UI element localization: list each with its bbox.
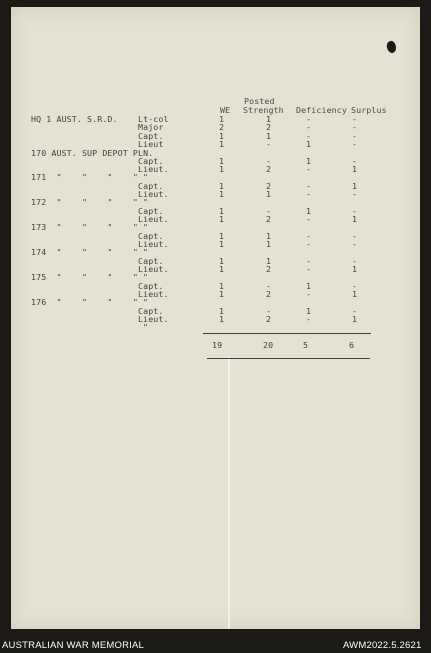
- rank-cell: Capt.: [138, 306, 164, 316]
- header-posted: Posted: [244, 96, 275, 106]
- deficiency-cell: 1: [306, 206, 312, 216]
- unit-name: HQ 1 AUST. S.R.D.: [31, 114, 118, 124]
- ditto-mark: ": [143, 197, 149, 207]
- strength-cell: -: [266, 306, 272, 316]
- rank-cell: Capt.: [138, 281, 164, 291]
- we-cell: 1: [219, 239, 225, 249]
- strength-cell: 2: [266, 164, 272, 174]
- total-strength: 20: [263, 340, 274, 350]
- rank-cell: Lieut.: [138, 239, 169, 249]
- rank-cell: Capt.: [138, 231, 164, 241]
- deficiency-cell: -: [306, 314, 312, 324]
- rank-cell: Lieut.: [138, 189, 169, 199]
- deficiency-cell: -: [306, 289, 312, 299]
- deficiency-cell: -: [306, 114, 312, 124]
- we-cell: 1: [219, 281, 225, 291]
- deficiency-cell: -: [306, 122, 312, 132]
- strength-cell: 1: [266, 256, 272, 266]
- deficiency-cell: 1: [306, 306, 312, 316]
- strength-cell: 1: [266, 189, 272, 199]
- surplus-cell: -: [352, 156, 358, 166]
- surplus-cell: -: [352, 189, 358, 199]
- deficiency-cell: -: [306, 231, 312, 241]
- total-deficiency: 5: [303, 340, 309, 350]
- unit-name: 172 " " " ": [31, 197, 138, 207]
- strength-cell: 2: [266, 264, 272, 274]
- surplus-cell: -: [352, 306, 358, 316]
- ditto-mark: ": [143, 322, 149, 332]
- deficiency-cell: 1: [306, 281, 312, 291]
- we-cell: 1: [219, 314, 225, 324]
- unit-name: 171 " " " ": [31, 172, 138, 182]
- strength-cell: -: [266, 156, 272, 166]
- surplus-cell: -: [352, 256, 358, 266]
- deficiency-cell: -: [306, 181, 312, 191]
- strength-cell: -: [266, 281, 272, 291]
- header-deficiency: Deficiency: [296, 105, 347, 115]
- deficiency-cell: -: [306, 189, 312, 199]
- rank-cell: Lieut.: [138, 164, 169, 174]
- surplus-cell: -: [352, 114, 358, 124]
- unit-name: 173 " " " ": [31, 222, 138, 232]
- strength-cell: 2: [266, 122, 272, 132]
- strength-cell: 1: [266, 239, 272, 249]
- strength-cell: 1: [266, 131, 272, 141]
- surplus-cell: -: [352, 206, 358, 216]
- we-cell: 1: [219, 181, 225, 191]
- deficiency-cell: -: [306, 214, 312, 224]
- surplus-cell: 1: [352, 181, 358, 191]
- unit-name: 170 AUST. SUP DEPOT PLN.: [31, 148, 154, 158]
- surplus-cell: -: [352, 231, 358, 241]
- strength-cell: 2: [266, 181, 272, 191]
- we-cell: 1: [219, 264, 225, 274]
- header-we: WE: [220, 105, 231, 115]
- deficiency-cell: -: [306, 131, 312, 141]
- strength-cell: -: [266, 206, 272, 216]
- totals-top-rule: [203, 333, 371, 334]
- ditto-mark: ": [143, 247, 149, 257]
- surplus-cell: -: [352, 122, 358, 132]
- rank-cell: Capt.: [138, 156, 164, 166]
- rank-cell: Major: [138, 122, 164, 132]
- we-cell: 1: [219, 139, 225, 149]
- we-cell: 1: [219, 306, 225, 316]
- unit-name: 175 " " " ": [31, 272, 138, 282]
- strength-cell: -: [266, 139, 272, 149]
- deficiency-cell: -: [306, 239, 312, 249]
- total-we: 19: [212, 340, 223, 350]
- deficiency-cell: -: [306, 264, 312, 274]
- surplus-cell: -: [352, 281, 358, 291]
- we-cell: 1: [219, 214, 225, 224]
- rank-cell: Lieut.: [138, 289, 169, 299]
- rank-cell: Capt.: [138, 131, 164, 141]
- rank-cell: Lieut.: [138, 264, 169, 274]
- surplus-cell: 1: [352, 289, 358, 299]
- rank-cell: Capt.: [138, 181, 164, 191]
- punch-hole: [385, 40, 398, 54]
- surplus-cell: 1: [352, 264, 358, 274]
- ditto-mark: ": [143, 172, 149, 182]
- strength-cell: 2: [266, 289, 272, 299]
- ditto-mark: ": [143, 272, 149, 282]
- surplus-cell: -: [352, 239, 358, 249]
- we-cell: 1: [219, 131, 225, 141]
- fold-crease: [228, 357, 230, 629]
- deficiency-cell: 1: [306, 139, 312, 149]
- totals-bottom-rule: [207, 358, 370, 359]
- strength-cell: 2: [266, 314, 272, 324]
- deficiency-cell: -: [306, 164, 312, 174]
- rank-cell: Lieut.: [138, 214, 169, 224]
- rank-cell: Lieut.: [138, 314, 169, 324]
- rank-cell: Capt.: [138, 256, 164, 266]
- we-cell: 1: [219, 289, 225, 299]
- strength-cell: 1: [266, 114, 272, 124]
- we-cell: 1: [219, 231, 225, 241]
- surplus-cell: -: [352, 139, 358, 149]
- we-cell: 1: [219, 114, 225, 124]
- surplus-cell: 1: [352, 214, 358, 224]
- ditto-mark: ": [143, 297, 149, 307]
- surplus-cell: -: [352, 131, 358, 141]
- header-surplus: Surplus: [351, 105, 387, 115]
- header-strength: Strength: [243, 105, 284, 115]
- deficiency-cell: -: [306, 256, 312, 266]
- rank-cell: Lt-col: [138, 114, 169, 124]
- surplus-cell: 1: [352, 164, 358, 174]
- unit-name: 176 " " " ": [31, 297, 138, 307]
- we-cell: 1: [219, 256, 225, 266]
- deficiency-cell: 1: [306, 156, 312, 166]
- footer-accession-number: AWM2022.5.2621: [343, 640, 422, 651]
- we-cell: 1: [219, 156, 225, 166]
- strength-cell: 1: [266, 231, 272, 241]
- strength-cell: 2: [266, 214, 272, 224]
- rank-cell: Lieut: [138, 139, 164, 149]
- we-cell: 2: [219, 122, 225, 132]
- total-surplus: 6: [349, 340, 355, 350]
- we-cell: 1: [219, 189, 225, 199]
- we-cell: 1: [219, 206, 225, 216]
- surplus-cell: 1: [352, 314, 358, 324]
- footer-archive-name: AUSTRALIAN WAR MEMORIAL: [2, 640, 145, 651]
- rank-cell: Capt.: [138, 206, 164, 216]
- unit-name: 174 " " " ": [31, 247, 138, 257]
- we-cell: 1: [219, 164, 225, 174]
- document-page: [11, 7, 420, 629]
- ditto-mark: ": [143, 222, 149, 232]
